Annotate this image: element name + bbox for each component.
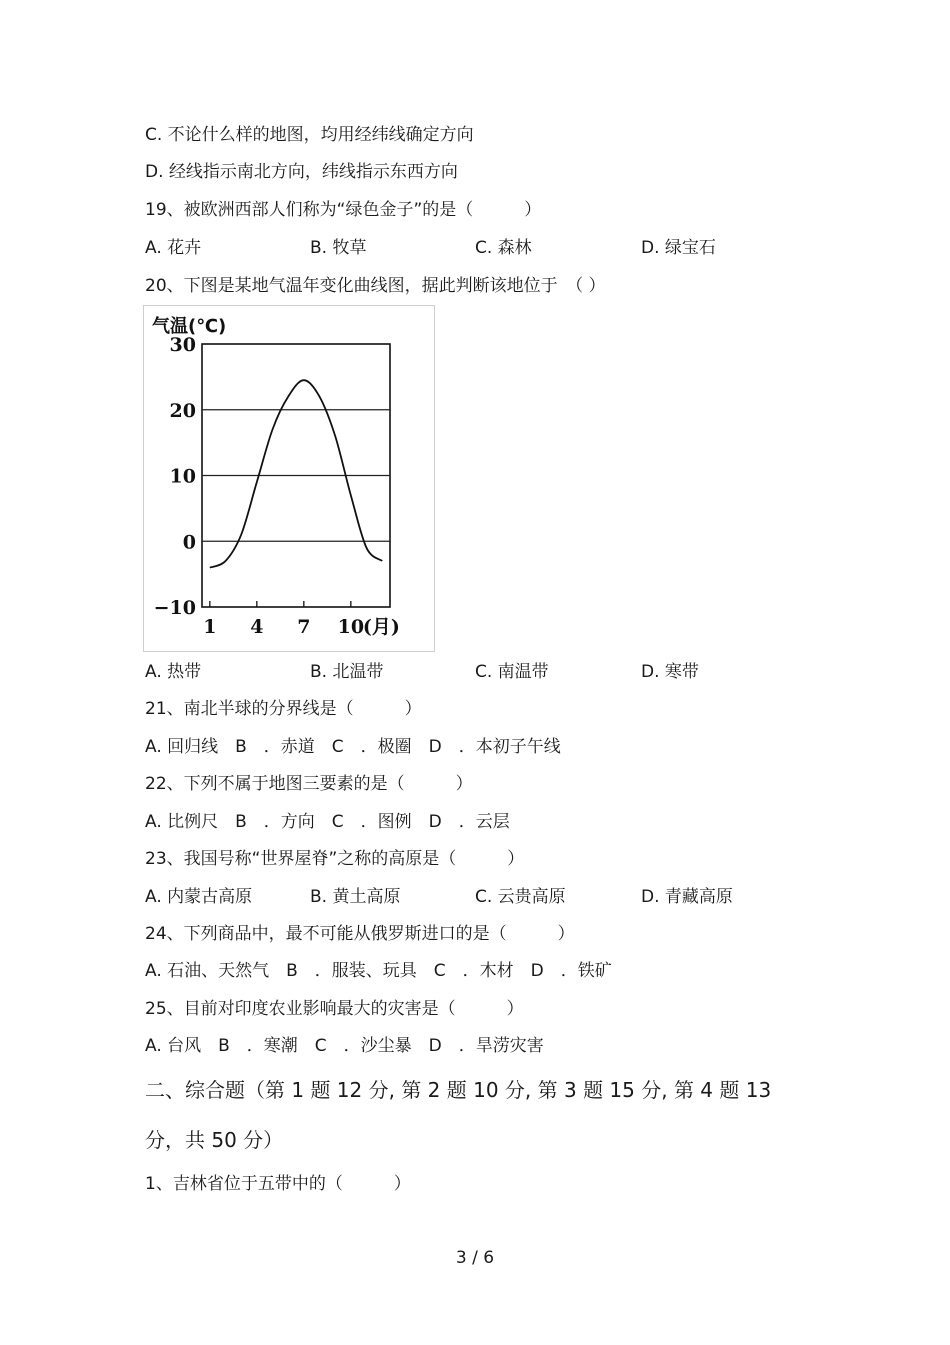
question-24: 24、下列商品中，最不可能从俄罗斯进口的是（ ）: [145, 924, 575, 944]
x-tick-label: 4: [250, 616, 264, 638]
page-number: 3 / 6: [455, 1248, 495, 1268]
question-20: 20、下图是某地气温年变化曲线图，据此判断该地位于 （ ）: [145, 276, 606, 296]
x-tick-label: 1: [203, 616, 217, 638]
y-axis-label: 气温(℃): [152, 316, 227, 337]
q20-option-d: D. 寒带: [641, 662, 699, 682]
question-19: 19、被欧洲西部人们称为“绿色金子”的是（ ）: [145, 200, 542, 220]
q23-option-a: A. 内蒙古高原: [145, 887, 253, 907]
q23-option-c: C. 云贵高原: [475, 887, 566, 907]
q25-options: A. 台风 B ．寒潮 C ．沙尘暴 D ．旱涝灾害: [145, 1036, 544, 1056]
line-d18: D. 经线指示南北方向，纬线指示东西方向: [145, 162, 458, 182]
y-tick-label: 10: [169, 465, 196, 488]
temperature-chart: [143, 305, 435, 652]
question-25: 25、目前对印度农业影响最大的灾害是（ ）: [145, 999, 524, 1019]
section-2-heading-line1: 二、综合题（第 1 题 12 分, 第 2 题 10 分, 第 3 题 15 分, 第 4 题 13: [145, 1078, 772, 1102]
q23-option-d: D. 青藏高原: [641, 887, 733, 907]
q22-options: A. 比例尺 B ．方向 C ．图例 D ．云层: [145, 812, 510, 832]
q23-option-b: B. 黄土高原: [310, 887, 401, 907]
x-tick-label: 10: [337, 616, 365, 638]
question-1: 1、吉林省位于五带中的（ ）: [145, 1174, 411, 1194]
q21-options: A. 回归线 B ．赤道 C ．极圈 D ．本初子午线: [145, 737, 561, 757]
y-tick-label: −10: [153, 597, 196, 619]
q19-option-c: C. 森林: [475, 238, 532, 258]
question-21: 21、南北半球的分界线是（ ）: [145, 699, 422, 719]
q20-option-a: A. 热带: [145, 662, 202, 682]
line-c18: C. 不论什么样的地图，均用经纬线确定方向: [145, 125, 474, 145]
q20-option-c: C. 南温带: [475, 662, 549, 682]
y-tick-label: 20: [169, 399, 196, 422]
section-2-heading-line2: 分，共 50 分）: [145, 1128, 284, 1152]
temperature-curve: [210, 380, 382, 567]
question-22: 22、下列不属于地图三要素的是（ ）: [145, 774, 473, 794]
y-tick-label: 30: [169, 334, 196, 356]
q24-options: A. 石油、天然气 B ．服装、玩具 C ．木材 D ．铁矿: [145, 961, 612, 981]
q19-option-d: D. 绿宝石: [641, 238, 716, 258]
question-23: 23、我国号称“世界屋脊”之称的高原是（ ）: [145, 849, 525, 869]
temperature-chart-svg: [144, 306, 434, 651]
q19-option-b: B. 牧草: [310, 238, 367, 258]
y-tick-label: 0: [182, 531, 196, 554]
q19-option-a: A. 花卉: [145, 238, 202, 258]
x-tick-label: 7: [297, 616, 311, 638]
q20-option-b: B. 北温带: [310, 662, 384, 682]
x-unit-label: (月): [362, 616, 400, 638]
